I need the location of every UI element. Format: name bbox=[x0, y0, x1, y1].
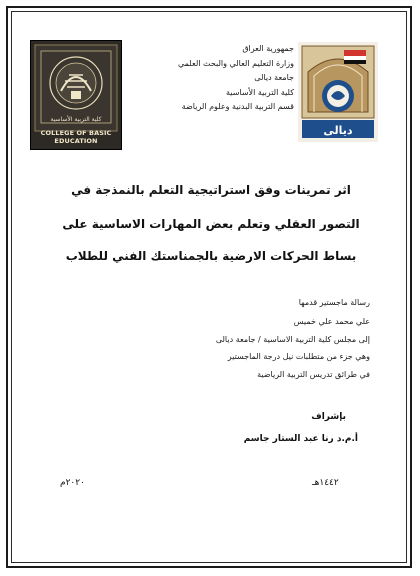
gregorian-date: ٢٠٢٠م bbox=[60, 478, 85, 488]
thesis-info-line-2: علي محمد علي خميس bbox=[293, 317, 370, 326]
college-logo bbox=[30, 40, 122, 150]
college-logo-caption: COLLEGE OF BASIC EDUCATION bbox=[40, 129, 112, 145]
thesis-title-line-2: التصور العقلي وتعلم بعض المهارات الاساسية على bbox=[62, 217, 360, 231]
institution-line-4: كلية التربية الأساسية bbox=[226, 88, 294, 97]
institution-line-1: جمهورية العراق bbox=[242, 44, 294, 53]
thesis-info-line-5: في طرائق تدريس التربية الرياضية bbox=[257, 370, 370, 379]
svg-text:كلية التربية الأساسية: كلية التربية الأساسية bbox=[50, 116, 102, 123]
institution-line-5: قسم التربية البدنية وعلوم الرياضة bbox=[181, 102, 294, 111]
college-emblem-icon bbox=[31, 41, 121, 137]
institution-line-2: وزارة التعليم العالي والبحث العلمي bbox=[178, 59, 294, 68]
thesis-info-line-1: رسالة ماجستير قدمها bbox=[298, 298, 370, 307]
thesis-info-line-3: إلى مجلس كلية التربية الاساسية / جامعة ديالى bbox=[215, 335, 370, 344]
thesis-info-line-4: وهي جزء من متطلبات نيل درجة الماجستير bbox=[227, 352, 370, 361]
supervision-label: بإشراف bbox=[311, 412, 346, 422]
institution-line-3: جامعة ديالى bbox=[254, 73, 294, 82]
supervisor-name: أ.م.د رنا عبد الستار جاسم bbox=[243, 434, 358, 444]
university-emblem-icon bbox=[298, 42, 378, 142]
university-logo bbox=[298, 42, 378, 142]
thesis-title-line-1: اثر تمرينات وفق استراتيجية التعلم بالنمذجة في bbox=[71, 183, 351, 197]
thesis-title-line-3: بساط الحركات الارضية بالجمناستك الفني للطلاب bbox=[65, 249, 357, 263]
hijri-date: ١٤٤٢هـ bbox=[312, 478, 339, 488]
svg-text:ديالى: ديالى bbox=[323, 124, 353, 137]
